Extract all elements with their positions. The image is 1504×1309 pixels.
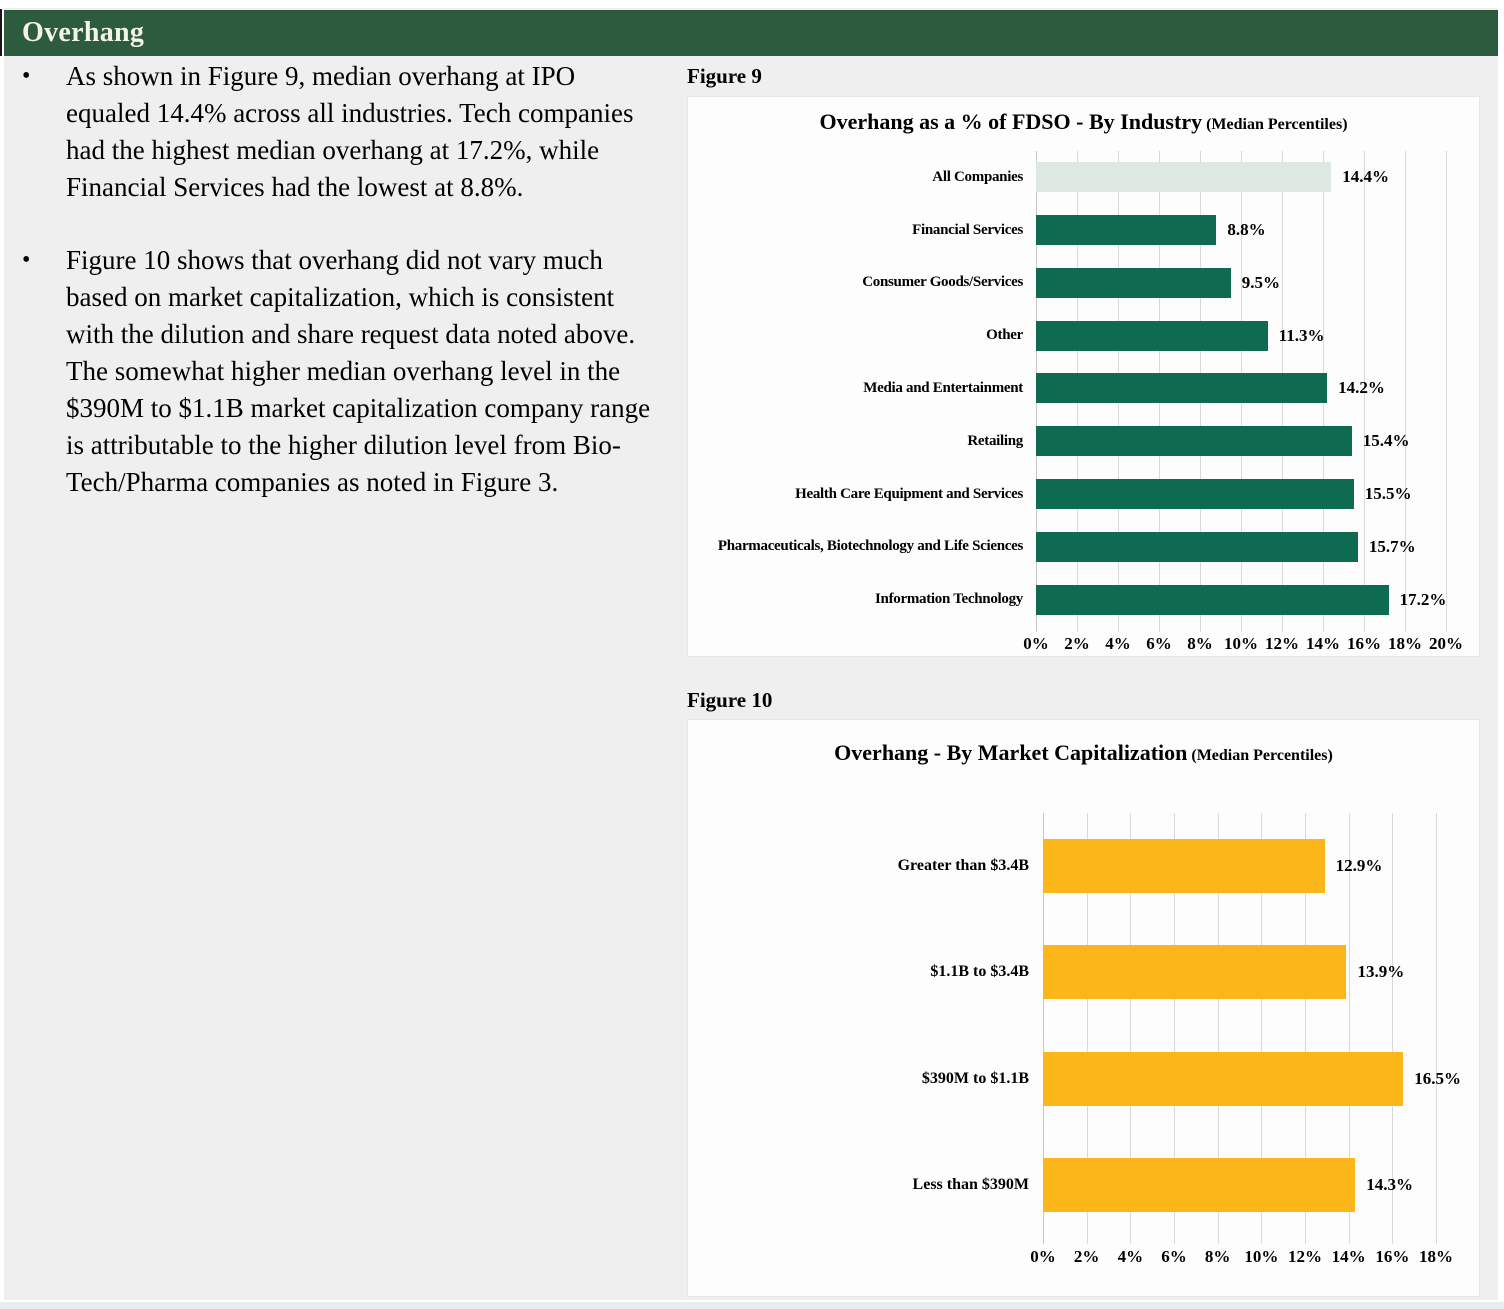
figure9-chart-title [688, 109, 1479, 135]
category-label: Health Care Equipment and Services [795, 485, 1023, 502]
bar-row [1036, 573, 1446, 626]
figure10-heading: Figure 10 [687, 688, 773, 712]
bar [1036, 268, 1231, 298]
figure10-chart-title [688, 740, 1479, 766]
bullet-marker: • [22, 63, 31, 89]
axis-tick-label: 8% [1187, 634, 1213, 653]
axis-tick-label: 14% [1331, 1247, 1366, 1266]
category-label: Consumer Goods/Services [862, 274, 1023, 291]
bar-row [1036, 468, 1446, 521]
figure9-heading: Figure 9 [687, 64, 762, 88]
section-title: Overhang [22, 17, 145, 48]
bar-row [1036, 204, 1446, 257]
axis-tick-label: 0% [1030, 1247, 1056, 1266]
category-label: All Companies [932, 168, 1023, 185]
figure10-plot-area [1043, 813, 1461, 1238]
axis-tick-label: 14% [1306, 634, 1340, 653]
axis-tick-label: 2% [1073, 1247, 1100, 1266]
bullet-item [14, 242, 662, 501]
bullet-list [14, 58, 662, 537]
bar-row [1043, 1026, 1461, 1132]
bullet-item [14, 58, 662, 206]
figure9-plot-area [1036, 151, 1446, 626]
page-content [4, 8, 1498, 1300]
axis-tick-label: 16% [1347, 634, 1381, 653]
axis-tick-label: 10% [1224, 634, 1258, 653]
bullet-text-figure9: As shown in Figure 9, median overhang at IPO equaled 14.4% across all industries. Tech companies had the highest median overhang at 17.2%, while Financial Services had the lowest at 8.8%. [66, 61, 634, 202]
bar-row [1036, 151, 1446, 204]
category-label: Retailing [967, 432, 1023, 449]
bar-value-label: 14.4% [1342, 167, 1389, 187]
bar [1036, 215, 1216, 245]
bar [1036, 532, 1358, 562]
bar-value-label: 12.9% [1335, 856, 1383, 876]
axis-tick-label: 4% [1117, 1247, 1144, 1266]
bar [1036, 321, 1268, 351]
bar [1043, 1158, 1355, 1212]
axis-tick-label: 10% [1244, 1247, 1279, 1266]
chart-title-text: Overhang - By Market Capitalization [834, 740, 1188, 765]
axis-tick-label: 4% [1105, 634, 1131, 653]
figure10-chart-panel [687, 719, 1480, 1297]
chart-title-text: Overhang as a % of FDSO - By Industry [819, 109, 1203, 134]
bar-row [1036, 257, 1446, 310]
category-label: Financial Services [912, 221, 1023, 238]
category-label: Other [986, 327, 1023, 344]
axis-tick-label: 0% [1023, 634, 1049, 653]
axis-tick-label: 16% [1375, 1247, 1410, 1266]
axis-tick-label: 18% [1388, 634, 1422, 653]
bar-row [1036, 415, 1446, 468]
bar [1036, 479, 1354, 509]
bar-value-label: 14.3% [1366, 1174, 1413, 1194]
axis-tick-label: 8% [1204, 1247, 1231, 1266]
bar [1036, 373, 1327, 403]
bar [1036, 426, 1352, 456]
axis-tick-label: 6% [1146, 634, 1172, 653]
figure9-chart-panel [687, 96, 1480, 657]
figure10-category-labels [694, 813, 1029, 1238]
bar-value-label: 14.2% [1338, 378, 1385, 398]
bar [1036, 162, 1331, 192]
bar [1043, 1052, 1403, 1106]
bullet-marker: • [22, 247, 31, 273]
bar [1036, 585, 1389, 615]
chart-subtitle-text: (Median Percentiles) [1206, 116, 1348, 133]
page-bottom-strip [0, 1302, 1504, 1309]
gridline [1436, 813, 1437, 1244]
bullet-text-figure10: Figure 10 shows that overhang did not vary much based on market capitalization, which is consistent with the dilution and share request data noted above. The somewhat higher median overhang level in the $390M to $1.1B market capitalization company range is attributable to the higher dilution level from Bio-Tech/Pharma companies as noted in Figure 3. [66, 245, 651, 497]
bar-row [1036, 362, 1446, 415]
section-header-bar [4, 10, 1498, 56]
category-label: Information Technology [874, 591, 1023, 608]
category-label: Greater than $3.4B [897, 857, 1029, 875]
bar-value-label: 15.7% [1368, 536, 1416, 556]
gridline [1446, 151, 1447, 632]
bar-value-label: 13.9% [1357, 962, 1405, 982]
category-label: Media and Entertainment [863, 379, 1023, 396]
bar-value-label: 17.2% [1399, 589, 1447, 609]
bar-value-label: 9.5% [1241, 272, 1280, 292]
category-label: Less than $390M [912, 1175, 1029, 1193]
bar-value-label: 15.4% [1362, 431, 1410, 451]
bar-row [1043, 1132, 1436, 1238]
bar-value-label: 11.3% [1278, 325, 1325, 345]
bar [1043, 945, 1346, 999]
bar-row [1043, 919, 1436, 1025]
figure10-x-axis [1030, 1247, 1453, 1269]
axis-tick-label: 20% [1429, 634, 1463, 653]
axis-tick-label: 12% [1287, 1247, 1322, 1266]
bar-value-label: 15.5% [1364, 484, 1412, 504]
axis-tick-label: 6% [1161, 1247, 1187, 1266]
axis-tick-label: 18% [1419, 1247, 1453, 1266]
chart-subtitle-text: (Median Percentiles) [1191, 747, 1333, 764]
category-label: Pharmaceuticals, Biotechnology and Life Sciences [717, 538, 1023, 555]
page-left-edge [0, 9, 2, 56]
category-label: $1.1B to $3.4B [930, 963, 1029, 981]
axis-tick-label: 12% [1265, 634, 1299, 653]
category-label: $390M to $1.1B [921, 1069, 1029, 1087]
figure9-x-axis [1023, 634, 1463, 656]
axis-tick-label: 2% [1064, 634, 1090, 653]
bar-value-label: 8.8% [1227, 220, 1266, 240]
bar-row [1043, 813, 1436, 919]
figure9-category-labels [694, 151, 1023, 626]
bar-value-label: 16.5% [1414, 1068, 1461, 1088]
bar [1043, 839, 1325, 893]
bar-row [1036, 309, 1446, 362]
bar-row [1036, 520, 1446, 573]
